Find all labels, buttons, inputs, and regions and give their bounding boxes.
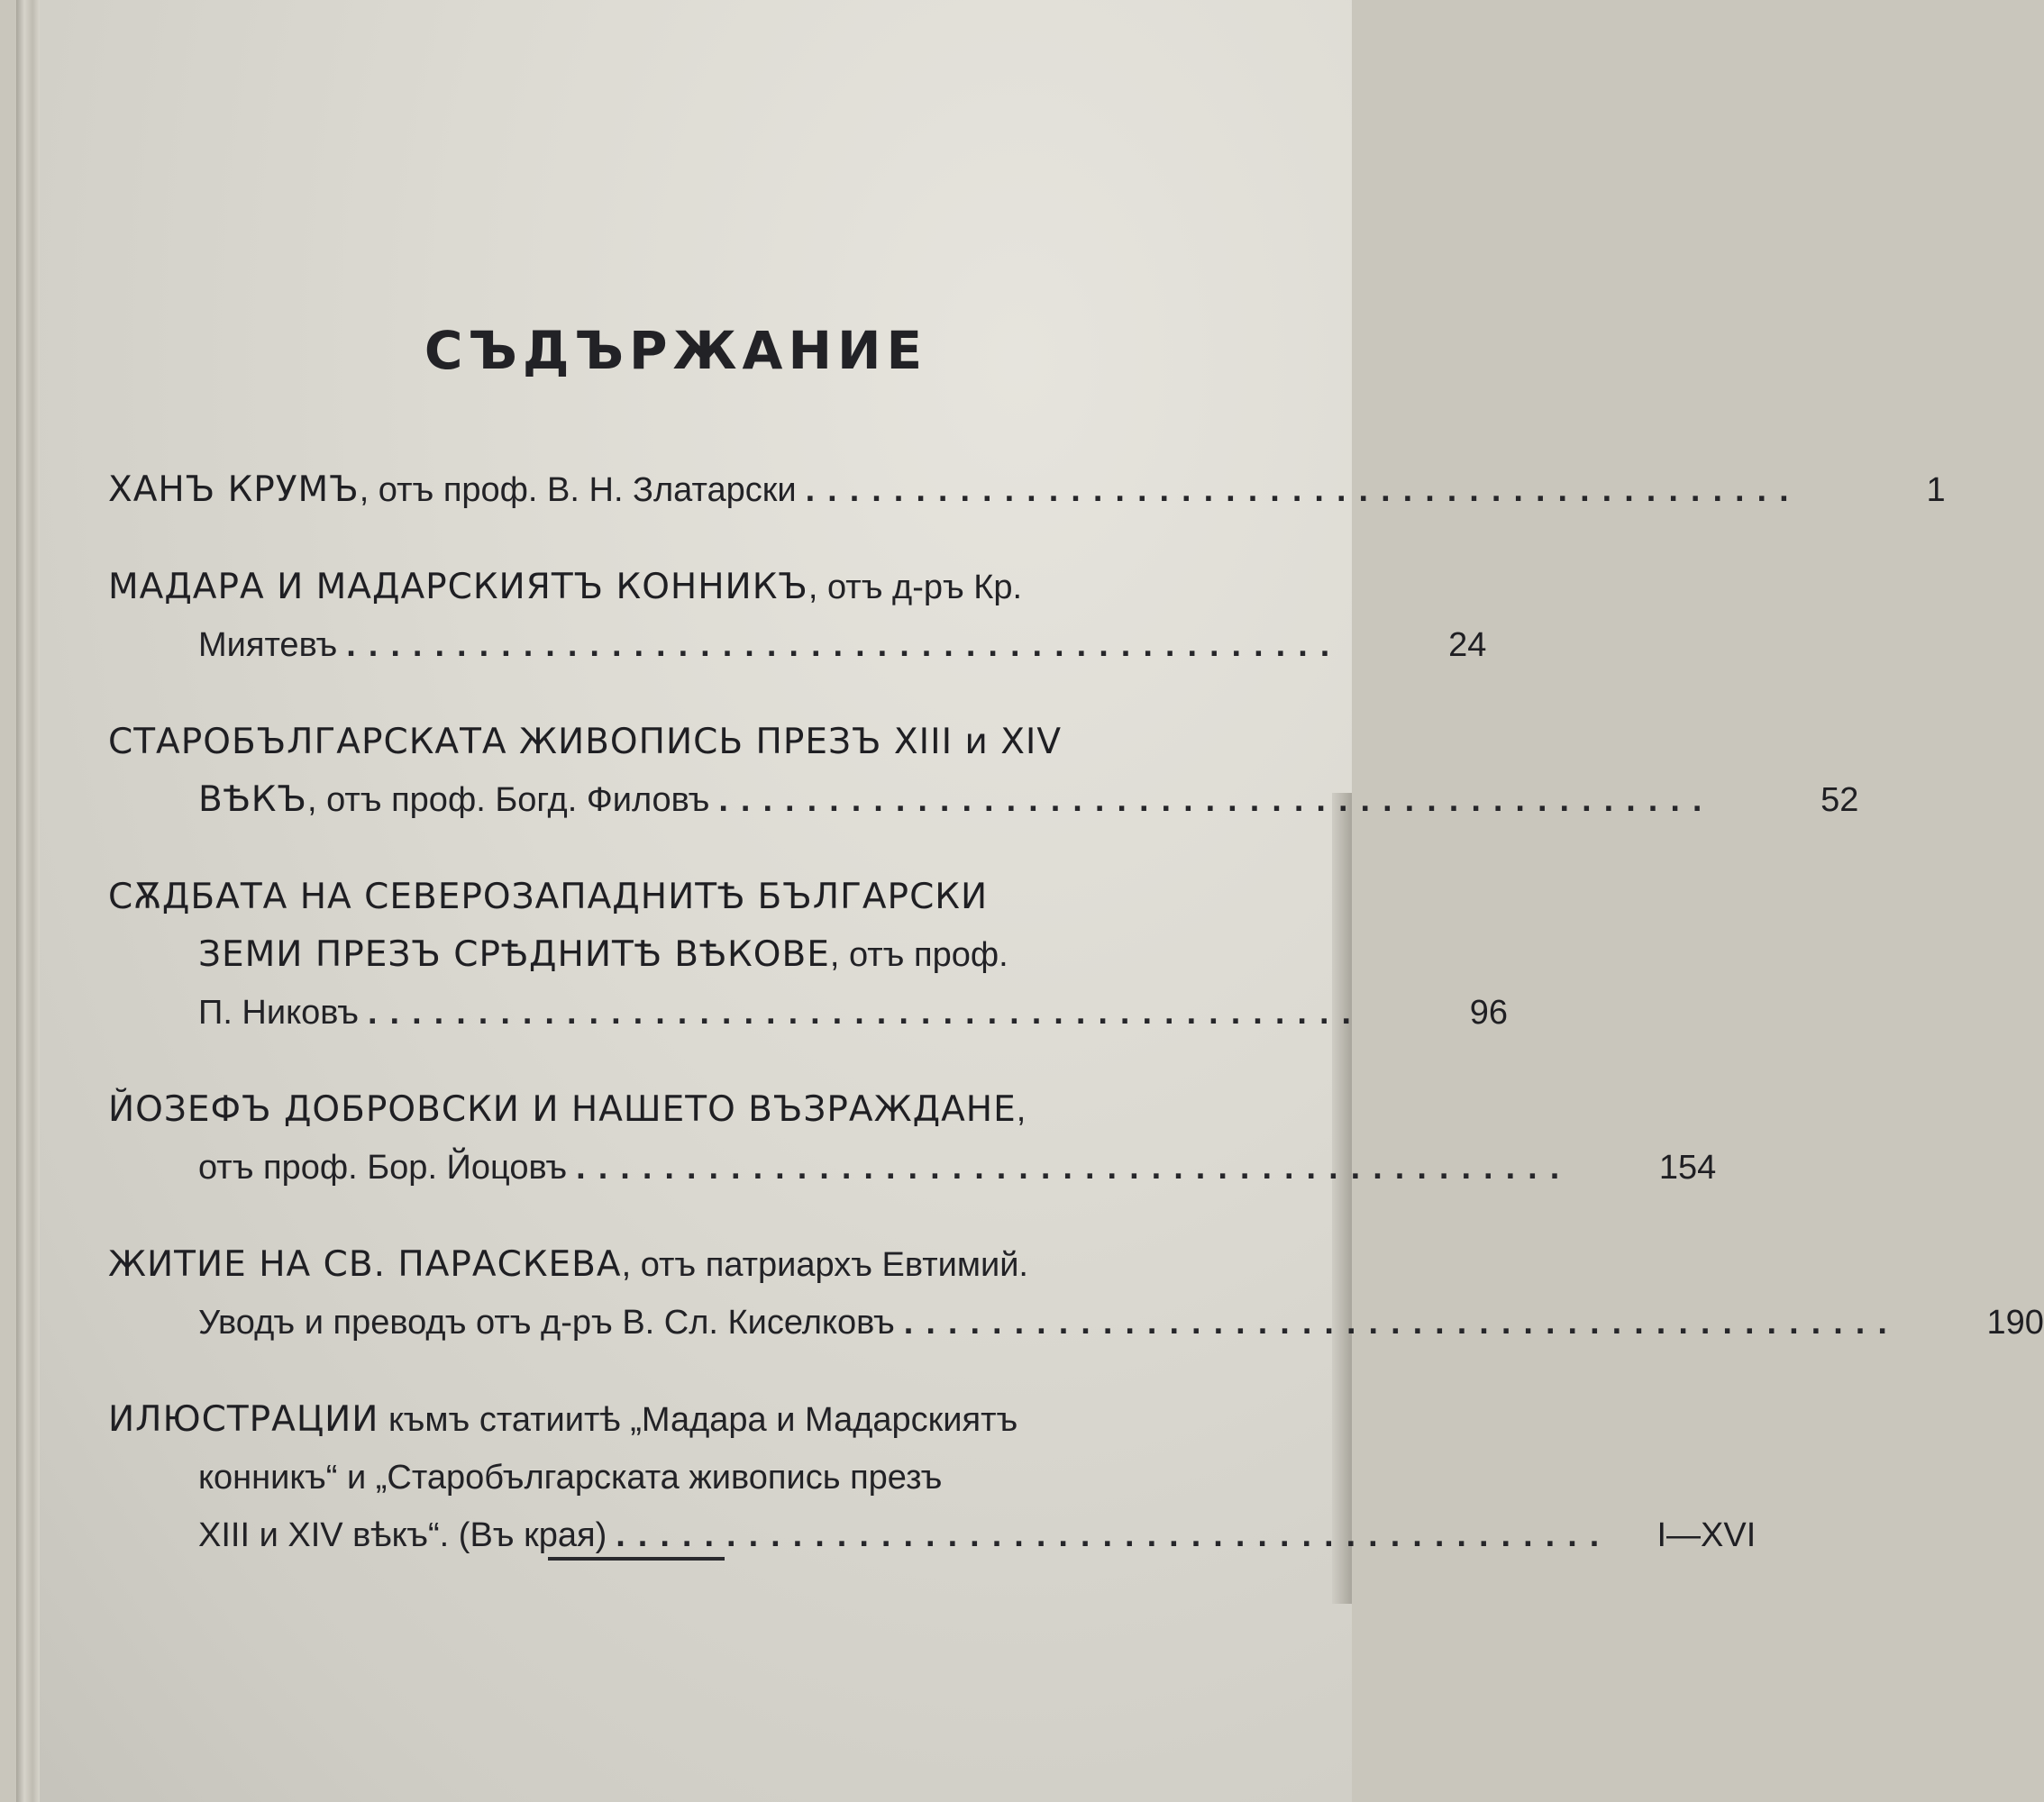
entry-author: , отъ патриархъ Евтимий.: [621, 1246, 1028, 1284]
contents-heading: СЪДЪРЖАНИЕ: [424, 320, 928, 381]
toc-line: [108, 771, 1859, 829]
toc-line: [108, 1139, 1717, 1197]
toc-line: [108, 461, 1946, 519]
toc-entry: [108, 1391, 1757, 1564]
toc-line: ИЛЮСТРАЦИИ къмъ статиитѣ „Мадара и Мадарскиятъ: [108, 1399, 1018, 1440]
dot-leader: .............................................: [616, 1516, 1612, 1554]
page-number: 24: [1448, 626, 1487, 664]
toc-line: [108, 869, 1181, 926]
page-number: 1: [1926, 471, 1946, 509]
entry-title: ВѢКЪ: [198, 779, 307, 820]
toc-entry: [108, 869, 1509, 1042]
page-binding-edge: [16, 0, 40, 1802]
entry-title: ЖИТИЕ НА СВ. ПАРАСКЕВА: [108, 1244, 622, 1285]
dot-leader: .............................................: [805, 471, 1802, 509]
dot-leader: .............................................: [346, 626, 1343, 664]
entry-author: Уводъ и преводъ отъ д-ръ В. Сл. Киселковъ: [198, 1304, 895, 1342]
entry-title: ИЛЮСТРАЦИИ: [108, 1399, 379, 1440]
page-number: 190: [1986, 1304, 2044, 1342]
entry-title: ХАНЪ КРУМЪ: [108, 469, 360, 510]
toc-entry: [108, 1236, 2044, 1352]
toc-entry: [108, 714, 1859, 829]
toc-line: [108, 714, 1181, 771]
page-number: 96: [1469, 994, 1509, 1032]
entry-author: , отъ проф. В. Н. Златарски: [359, 471, 797, 509]
entry-author: , отъ проф.: [829, 936, 1008, 974]
toc-entry: [108, 1081, 1717, 1197]
entry-title: ЙОЗЕФЪ ДОБРОВСКИ И НАШЕТО ВЪЗРАЖДАНЕ: [108, 1089, 1017, 1130]
entry-author: , отъ проф. Богд. Филовъ: [306, 781, 710, 819]
page-number: I—XVI: [1656, 1516, 1757, 1554]
entry-title: СѪДБАТА НА СЕВЕРОЗАПАДНИТѢ БЪЛГАРСКИ: [108, 877, 989, 917]
toc-line: [108, 926, 1181, 984]
toc-line: [108, 1236, 1181, 1294]
dot-leader: .............................................: [903, 1304, 1900, 1342]
toc-entry: [108, 559, 1487, 674]
end-rule: [548, 1557, 725, 1561]
entry-title: ЗЕМИ ПРЕЗЪ СРѢДНИТѢ ВѢКОВЕ: [198, 934, 830, 975]
entry-author: П. Никовъ: [198, 994, 359, 1032]
toc-entry: [108, 461, 1946, 519]
toc-line: ЙОЗЕФЪ ДОБРОВСКИ И НАШЕТО ВЪЗРАЖДАНЕ,: [108, 1089, 1027, 1130]
entry-author: отъ проф. Бор. Йоцовъ: [198, 1149, 568, 1187]
entry-author: Миятевъ: [198, 626, 338, 664]
entry-title: СТАРОБЪЛГАРСКАТА ЖИВОПИСЬ ПРЕЗЪ XIII и XIV: [108, 722, 1063, 762]
dot-leader: .............................................: [718, 781, 1715, 819]
table-of-contents: [108, 461, 2044, 1604]
page-right-edge: [1332, 793, 1352, 1604]
toc-line: [108, 1294, 2044, 1352]
dot-leader: .............................................: [576, 1149, 1573, 1187]
toc-line: [108, 559, 1181, 616]
page-number: 52: [1820, 781, 1859, 819]
toc-line: [108, 984, 1509, 1042]
entry-title: МАДАРА И МАДАРСКИЯТЪ КОННИКЪ: [108, 567, 808, 607]
page-number: 154: [1658, 1149, 1717, 1187]
toc-line: [108, 616, 1487, 674]
toc-line: конникъ“ и „Старобългарската живопись презъ: [198, 1459, 943, 1497]
dot-leader: .............................................: [367, 994, 1364, 1032]
entry-author: , отъ д-ръ Кр.: [808, 569, 1023, 606]
toc-line: XIII и XIV вѣкъ“. (Въ края) ............................................. I—XVI: [108, 1506, 1181, 1564]
